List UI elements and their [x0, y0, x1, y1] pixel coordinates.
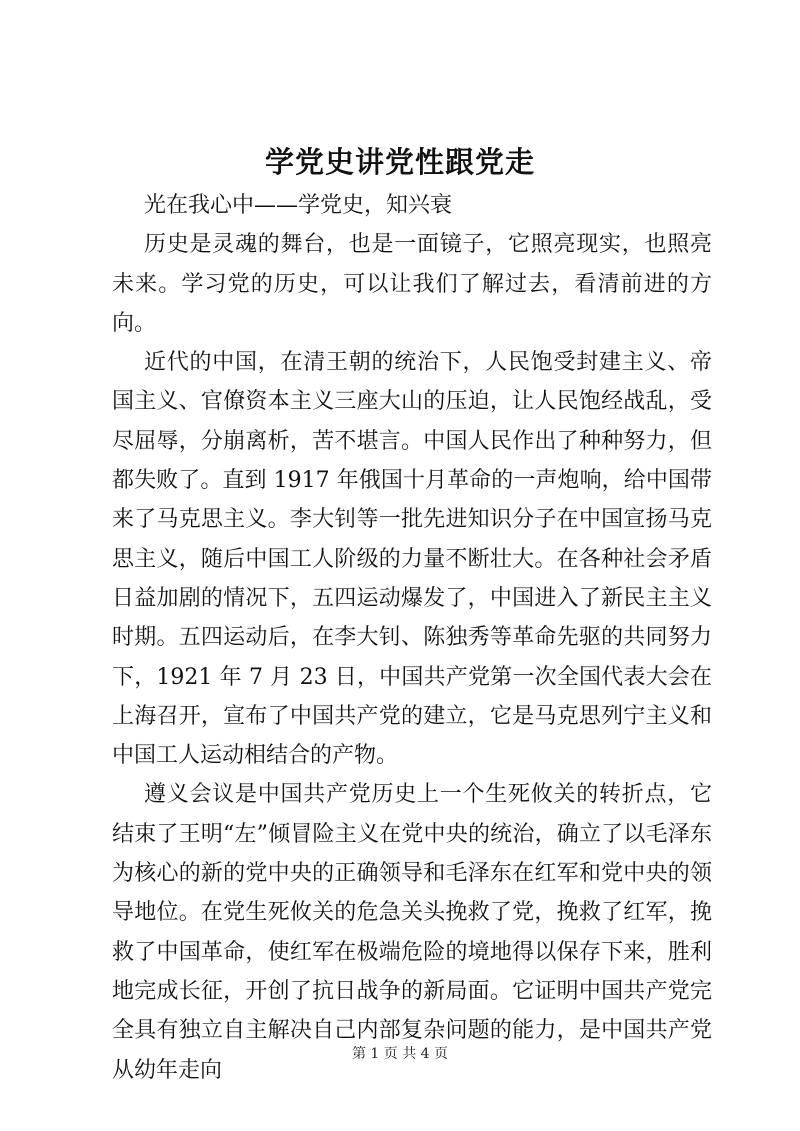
- document-body: [112, 186, 712, 1090]
- document-subtitle: 光在我心中——学党史，知兴衰: [144, 193, 453, 218]
- paragraph-2: 近代的中国，在清王朝的统治下，人民饱受封建主义、帝国主义、官僚资本主义三座大山的压迫，让人民饱经战乱，受尽屈辱，分崩离析，苦不堪言。中国人民作出了种种努力，但都失败了。直到 1917 年俄国十月革命的一声炮响，给中国带来了马克思主义。李大钊等一批先进知识分子在中国宣扬马克思主义，随后中国工人阶级的力量不断壮大。在各种社会矛盾日益加剧的情况下，五四运动爆发了，中国进入了新民主主义时期。五四运动后，在李大钊、陈独秀等革命先驱的共同努力下，1921 年 7 月 23 日，中国共产党第一次全国代表大会在上海召开，宣布了中国共产党的建立，它是马克思列宁主义和中国工人运动相结合的产物。: [112, 350, 712, 769]
- paragraph-1: 历史是灵魂的舞台，也是一面镜子，它照亮现实，也照亮未来。学习党的历史，可以让我们了解过去，看清前进的方向。: [112, 232, 712, 336]
- page-footer: 第 1 页 共 4 页: [351, 1046, 449, 1062]
- paragraph-3: 遵义会议是中国共产党历史上一个生死攸关的转折点，它结束了王明“左”倾冒险主义在党中央的统治，确立了以毛泽东为核心的新的党中央的正确领导和毛泽东在红军和党中央的领导地位。在党生死攸关的危急关头挽救了党，挽救了红军，挽救了中国革命，使红军在极端危险的境地得以保存下来，胜利地完成长征，开创了抗日战争的新局面。它证明中国共产党完全具有独立自主解决自己内部复杂问题的能力，是中国共产党从幼年走向: [112, 782, 712, 1083]
- document-title: 学党史讲党性跟党走: [264, 145, 535, 179]
